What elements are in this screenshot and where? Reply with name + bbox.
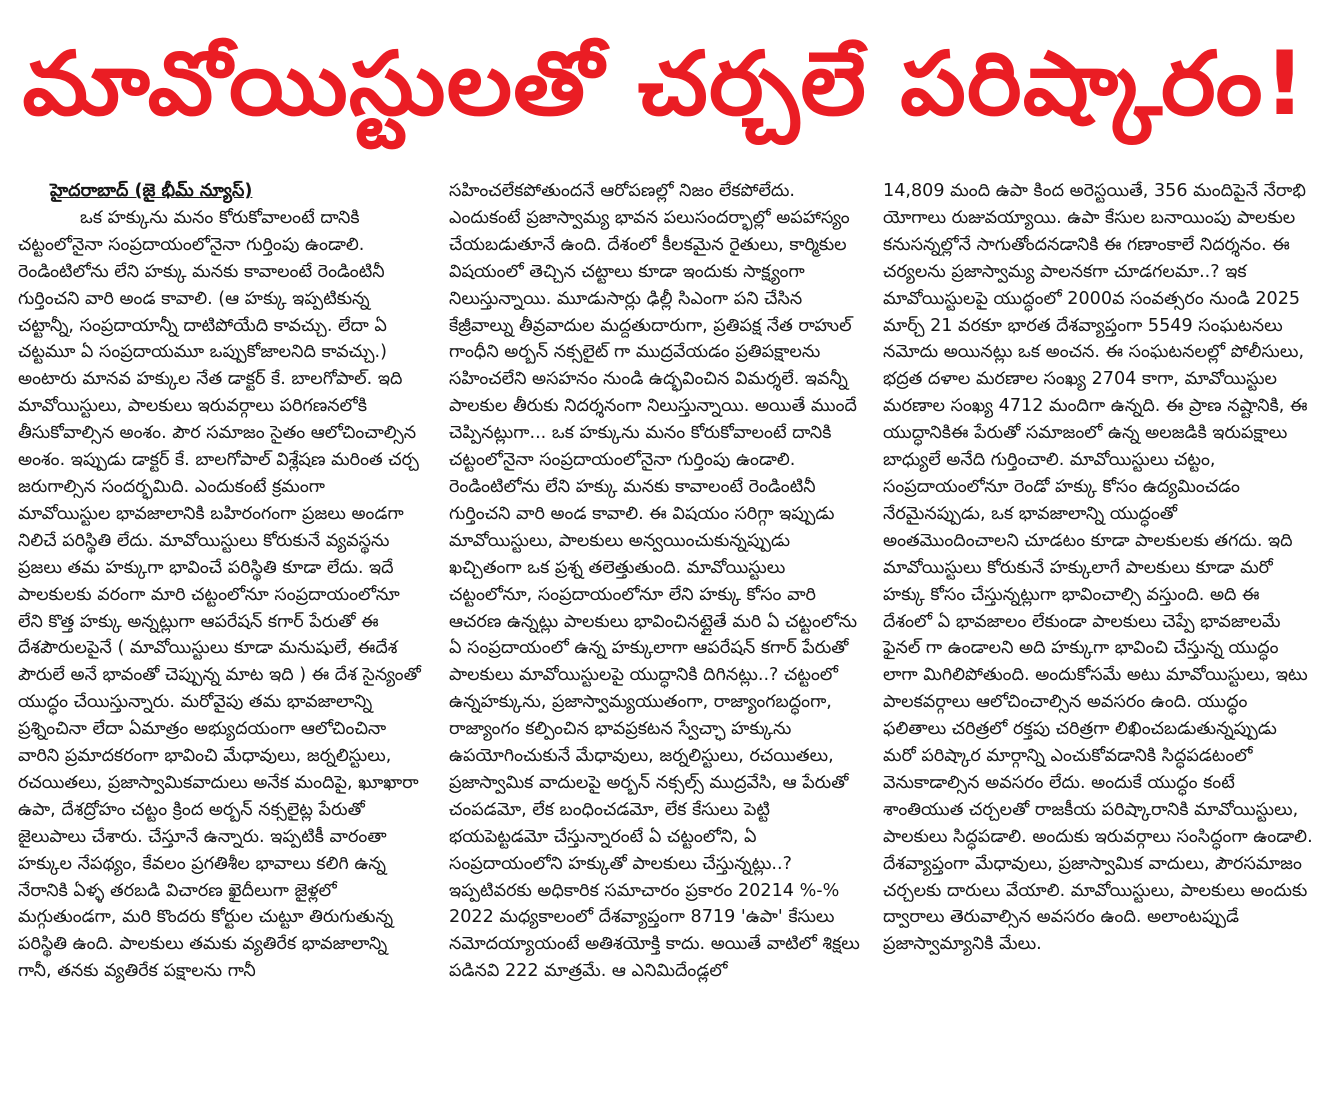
column-1-text: ఒక హక్కును మనం కోరుకోవాలంటే దానికి చట్టంలోనైనా సంప్రదాయంలోనైనా గుర్తింపు ఉండాలి. రెండింటిలోను లేని హక్కు మనకు కావాలంటే రెండింటినీ గుర్తించని వారి అండ కావాలి. (ఆ హక్కు ఇప్పటికున్న చట్టాన్నీ, సంప్రదాయాన్నీ దాటిపోయేది కావచ్చు. లేదా ఏ చట్టమూ ఏ సంప్రదాయమూ ఒప్పుకోజాలనిది కావచ్చు.) అంటారు మానవ హక్కుల నేత డాక్టర్ కే. బాలగోపాల్. ఇది మావోయిస్టులు, పాలకులు ఇరువర్గాలు పరిగణనలోకి తీసుకోవాల్సిన అంశం. పౌర సమాజం సైతం ఆలోచించాల్సిన అంశం. ఇప్పుడు డాక్టర్ కే. బాలగోపాల్ విశ్లేషణ మరింత చర్చ జరుగాల్సిన సందర్భమిది. ఎందుకంటే క్రమంగా మావోయిస్టుల భావజాలానికి బహిరంగంగా ప్రజలు అండగా నిలిచే పరిస్థితి లేదు. మావోయిస్టులు కోరుకునే వ్యవస్థను ప్రజలు తమ హక్కుగా భావించే పరిస్థితి కూడా లేదు. ఇదే పాలకులకు వరంగా మారి చట్టంలోనూ సంప్రదాయంలోనూ లేని కొత్త హక్కు అన్నట్లుగా ఆపరేషన్ కగార్ పేరుతో ఈ దేశపౌరులపైనే ( మావోయిస్టులు కూడా మనుషులే, ఈదేశ పౌరులే అనే భావంతో చెప్పున్న మాట ఇది ) ఈ దేశ సైన్యంతో యుద్ధం చేయిస్తున్నారు. మరోవైపు తమ భావజాలాన్ని ప్రశ్నించినా లేదా ఏమాత్రం అభ్యుదయంగా ఆలోచించినా వారిని ప్రమాదకరంగా భావించి మేధావులు, జర్నలిస్టులు, రచయితలు, ప్రజాస్వామికవాదులు అనేక మందిపై, ఖూఖారా ఉపా, దేశద్రోహం చట్టం క్రింద అర్బన్ నక్సలైట్ల పేరుతో జైలుపాలు చేశారు. చేస్తూనే ఉన్నారు. ఇప్పటికీ వారంతా హక్కుల నేపథ్యం, కేవలం ప్రగతిశీల భావాలు కలిగి ఉన్న నేరానికి ఏళ్ళ తరబడి విచారణ ఖైదీలుగా జైళ్లలో మగ్గుతుండగా, మరి కొందరు కోర్టుల చుట్టూ తిరుగుతున్న పరిస్థితి ఉంది. పాలకులు తమకు వ్యతిరేక భావజాలాన్ని గానీ, తనకు వ్యతిరేక పక్షాలను గానీ [18,207,421,982]
article-column-3 [883,178,1313,958]
article-column-1 [18,178,423,985]
article-column-2 [449,178,867,985]
column-3-text: 14,809 మంది ఉపా కింద అరెస్టయితే, 356 మందిపైనే నేరాభి యోగాలు రుజువయ్యాయి. ఉపా కేసుల బనాయింపు పాలకుల కనుసన్నల్లోనే సాగుతోందనడానికి ఈ గణాంకాలే నిదర్శనం. ఈ చర్యలను ప్రజాస్వామ్య పాలనకగా చూడగలమా..? ఇక మావోయిస్టులపై యుద్ధంలో 2000వ సంవత్సరం నుండి 2025 మార్చ్ 21 వరకూ భారత దేశవ్యాప్తంగా 5549 సంఘటనలు నమోదు అయినట్లు ఒక అంచన. ఈ సంఘటనలల్లో పోలీసులు, భద్రత దళాల మరణాల సంఖ్య 2704 కాగా, మావోయిస్టుల మరణాల సంఖ్య 4712 మందిగా ఉన్నది. ఈ ప్రాణ నష్టానికి, ఈ యుద్ధానికిఈ పేరుతో సమాజంలో ఉన్న అలజడికి ఇరుపక్షాలు బాధ్యులే అనేది గుర్తించాలి. మావోయిస్టులు చట్టం, సంప్రదాయంలోనూ రెండో హక్కు కోసం ఉద్యమించడం నేరమైనప్పుడు, ఒక భావజాలాన్ని యుద్ధంతో అంతమొందించాలని చూడటం కూడా పాలకులకు తగదు. ఇది మావోయిస్టులు కోరుకునే హక్కులాగే పాలకులు కూడా మరో హక్కు కోసం చేస్తున్నట్లుగా భావించాల్సి వస్తుంది. అది ఈ దేశంలో ఏ భావజాలం లేకుండా పాలకులు చెప్పే భావజాలమే ఫైనల్ గా ఉండాలని అది హక్కుగా భావించి చేస్తున్న యుద్ధం లాగా మిగిలిపోతుంది. అందుకోసమే అటు మావోయిస్టులు, ఇటు పాలకవర్గాలు ఆలోచించాల్సిన అవసరం ఉంది. యుద్ధం ఫలితాలు చరిత్రలో రక్తపు చరిత్రగా లిఖించబడుతున్నప్పుడు మరో పరిష్కార మార్గాన్ని ఎంచుకోవడానికి సిద్ధపడటంలో వెనుకాడాల్సిన అవసరం లేదు. అందుకే యుద్ధం కంటే శాంతియుత చర్చలతో రాజకీయ పరిష్కారానికి మావోయిస్టులు, పాలకులు సిద్ధపడాలి. అందుకు ఇరువర్గాలు సంసిద్ధంగా ఉండాలి. దేశవ్యాప్తంగా మేధావులు, ప్రజాస్వామిక వాదులు, పౌరసమాజం చర్చలకు దారులు వేయాలి. మావోయిస్టులు, పాలకులు అందుకు ద్వారాలు తెరువాల్సిన అవసరం ఉంది. అలాంటప్పుడే ప్రజాస్వామ్యానికి మేలు. [883,181,1313,955]
article-columns [18,178,1316,1078]
column-2-text: సహించలేకపోతుందనే ఆరోపణల్లో నిజం లేకపోలేదు. ఎందుకంటే ప్రజాస్వామ్య భావన పలుసందర్భాల్లో అపహాస్యం చేయబడుతూనే ఉంది. దేశంలో కీలకమైన రైతులు, కార్మికుల విషయంలో తెచ్చిన చట్టాలు కూడా ఇందుకు సాక్ష్యంగా నిలుస్తున్నాయి. మూడుసార్లు ఢిల్లీ సిఎంగా పని చేసిన కేజ్రీవాల్ను తీవ్రవాదుల మద్దతుదారుగా, ప్రతిపక్ష నేత రాహుల్ గాంధీని అర్బన్ నక్సలైట్ గా ముద్రవేయడం ప్రతిపక్షాలను సహించలేని అసహనం నుండి ఉద్భవించిన విమర్శలే. ఇవన్నీ పాలకుల తీరుకు నిదర్శనంగా నిలుస్తున్నాయి. అయితే ముందే చెప్పినట్లుగా... ఒక హక్కును మనం కోరుకోవాలంటే దానికి చట్టంలోనైనా సంప్రదాయంలోనైనా గుర్తింపు ఉండాలి. రెండింటిలోను లేని హక్కు మనకు కావాలంటే రెండింటినీ గుర్తించని వారి అండ కావాలి. ఈ విషయం సరిగ్గా ఇప్పుడు మావోయిస్టులు, పాలకులు అన్వయించుకున్నప్పుడు ఖచ్చితంగా ఒక ప్రశ్న తలెత్తుతుంది. మావోయిస్టులు చట్టంలోనూ, సంప్రదాయంలోనూ లేని హక్కు కోసం వారి ఆచరణ ఉన్నట్లు పాలకులు భావించినట్లైతే మరి ఏ చట్టంలోను ఏ సంప్రదాయంలో ఉన్న హక్కులాగా ఆపరేషన్ కగార్ పేరుతో పాలకులు మావోయిస్టులపై యుద్ధానికి దిగినట్లు..? చట్టంలో ఉన్నహక్కును, ప్రజాస్వామ్యయుతంగా, రాజ్యాంగబద్ధంగా, రాజ్యాంగం కల్పించిన భావప్రకటన స్వేచ్ఛా హక్కును ఉపయోగించుకునే మేధావులు, జర్నలిస్టులు, రచయితలు, ప్రజాస్వామిక వాదులపై అర్బన్ నక్సల్స్ ముద్రవేసి, ఆ పేరుతో చంపడమో, లేక బంధించడమో, లేక కేసులు పెట్టి భయపెట్టడమో చేస్తున్నారంటే ఏ చట్టంలోని, ఏ సంప్రదాయంలోని హక్కుతో పాలకులు చేస్తున్నట్లు..? ఇప్పటివరకు అధికారిక సమాచారం ప్రకారం 20214 %-% 2022 మధ్యకాలంలో దేశవ్యాప్తంగా 8719 'ఉపా' కేసులు నమోదయ్యాయంటే అతిశయోక్తి కాదు. అయితే వాటిలో శిక్షలు పడినవి 222 మాత్రమే. ఆ ఎనిమిదేండ్లలో [449,181,860,982]
headline-banner [0,0,1329,168]
headline: మావోయిస్టులతో చర్చలే పరిష్కారం! [22,32,1307,135]
dateline: హైదరాబాద్ (జై భీమ్ న్యూస్) [50,181,253,201]
